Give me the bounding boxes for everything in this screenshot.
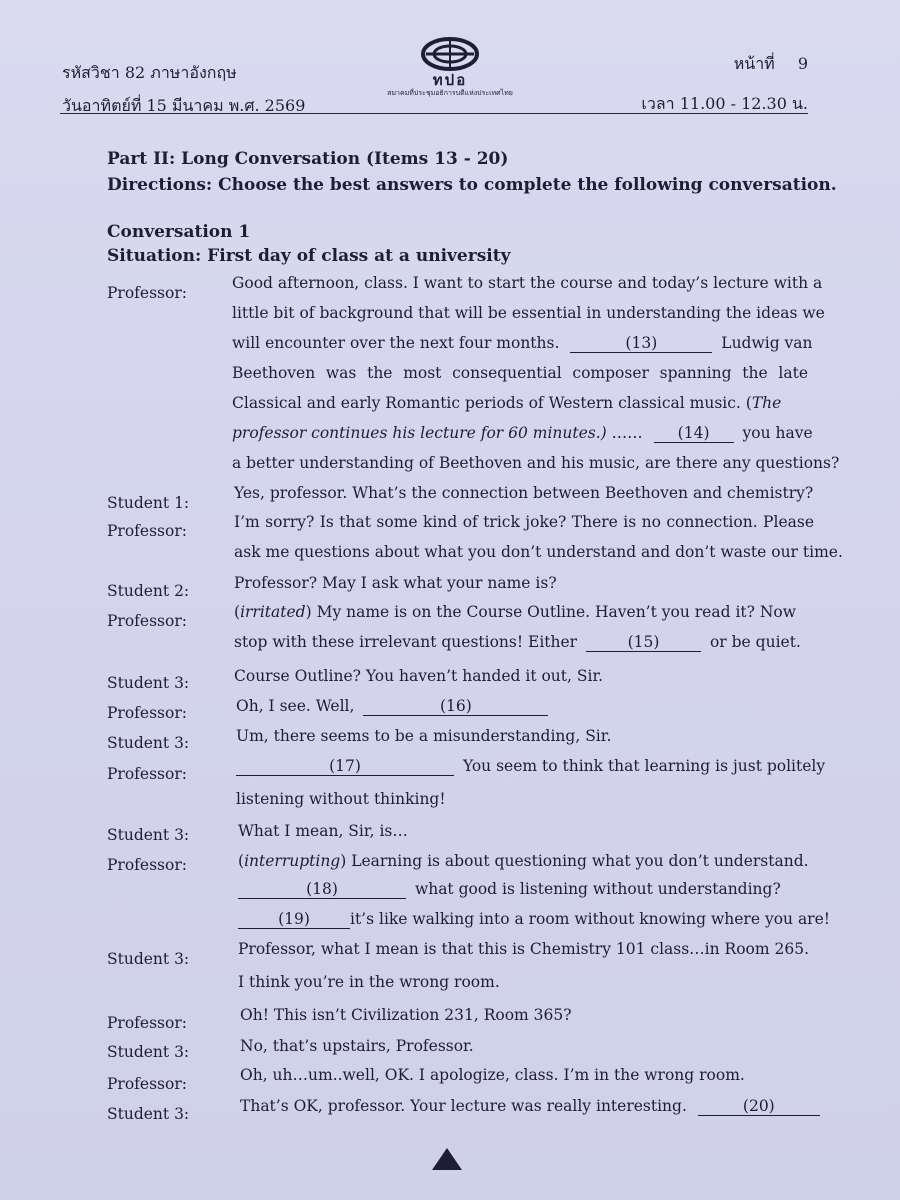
speaker-professor: Professor: (107, 856, 187, 874)
exam-date: วันอาทิตย์ที่ 15 มีนาคม พ.ศ. 2569 (62, 96, 306, 115)
speaker-professor: Professor: (107, 1014, 187, 1032)
part-directions: Directions: Choose the best answers to complete the following conversation. (107, 175, 837, 195)
dialogue-line: Yes, professor. What’s the connection between Beethoven and chemistry? (234, 484, 814, 502)
part-title: Part II: Long Conversation (Items 13 - 20) (107, 149, 509, 169)
blank-19: (19) (238, 911, 350, 929)
dialogue-line: a better understanding of Beethoven and his music, are there any questions? (232, 454, 840, 472)
line-text: Classical and early Romantic periods of Western classical music. ( (232, 394, 752, 412)
organization-logo (360, 36, 540, 98)
dialogue-line: ask me questions about what you don’t understand and don’t waste our time. (234, 543, 843, 561)
italic-text: interrupting (244, 852, 341, 870)
blank-17: (17) (236, 758, 454, 776)
page-number: 9 (797, 54, 808, 73)
speaker-student-3: Student 3: (107, 674, 190, 692)
line-text: Oh, I see. Well, (236, 697, 355, 715)
line-text: …… (611, 424, 643, 442)
speaker-professor: Professor: (107, 612, 187, 630)
blank-15: (15) (586, 634, 701, 652)
dialogue-line (234, 603, 796, 621)
dialogue-line (240, 1097, 820, 1116)
conversation-situation: Situation: First day of class at a university (107, 246, 511, 266)
line-text: will encounter over the next four months. (232, 334, 560, 352)
dialogue-line (238, 910, 830, 929)
logo-text: ทปอ (432, 71, 468, 89)
logo-emblem-icon (420, 36, 480, 72)
dialogue-line (238, 880, 781, 899)
page-label: หน้าที่ (733, 54, 775, 73)
dialogue-line: Professor, what I mean is that this is Chemistry 101 class…in Room 265. (238, 940, 810, 958)
line-text: ) My name is on the Course Outline. Haven’t you read it? Now (305, 603, 797, 621)
line-text: you have (742, 424, 813, 442)
header-divider (60, 113, 808, 114)
dialogue-line (232, 424, 813, 443)
dialogue-line: Beethoven was the most consequential composer spanning the late (232, 364, 808, 382)
italic-text: The (751, 394, 782, 412)
blank-16: (16) (363, 698, 548, 716)
blank-14: (14) (654, 425, 734, 443)
speaker-professor: Professor: (107, 522, 187, 540)
dialogue-line (238, 852, 809, 870)
line-text: it’s like walking into a room without knowing where you are! (350, 910, 830, 928)
exam-time: เวลา 11.00 - 12.30 น. (641, 94, 808, 113)
logo-subtitle: สมาคมที่ประชุมอธิการบดีแห่งประเทศไทย (387, 89, 513, 97)
dialogue-line (232, 334, 813, 353)
speaker-professor: Professor: (107, 1075, 187, 1093)
dialogue-line: Oh! This isn’t Civilization 231, Room 365? (240, 1006, 572, 1024)
speaker-student-1: Student 1: (107, 494, 190, 512)
dialogue-line: No, that’s upstairs, Professor. (240, 1037, 474, 1055)
italic-text: irritated (240, 603, 306, 621)
dialogue-line: Professor? May I ask what your name is? (234, 574, 557, 592)
line-text: stop with these irrelevant questions! Either (234, 633, 578, 651)
speaker-student-3: Student 3: (107, 1105, 190, 1123)
header-right (641, 44, 808, 124)
triangle-up-icon (432, 1148, 462, 1170)
speaker-student-3: Student 3: (107, 1043, 190, 1061)
line-text: Ludwig van (721, 334, 813, 352)
conversation-heading (107, 220, 510, 268)
blank-18: (18) (238, 881, 406, 899)
speaker-student-3: Student 3: (107, 734, 190, 752)
dialogue-line (234, 633, 801, 652)
speaker-student-3: Student 3: (107, 826, 190, 844)
line-text: ( (238, 852, 245, 870)
dialogue-line (232, 394, 781, 412)
blank-20: (20) (698, 1098, 820, 1116)
line-text: what good is listening without understanding? (414, 880, 781, 898)
line-text: ( (234, 603, 241, 621)
subject-code: รหัสวิชา 82 ภาษาอังกฤษ (62, 63, 237, 82)
dialogue-line: Good afternoon, class. I want to start the course and today’s lecture with a (232, 274, 823, 292)
dialogue-line: Oh, uh…um..well, OK. I apologize, class. I’m in the wrong room. (240, 1066, 745, 1084)
dialogue-line: listening without thinking! (236, 790, 446, 808)
speaker-professor: Professor: (107, 704, 187, 722)
dialogue-line: little bit of background that will be essential in understanding the ideas we (232, 304, 825, 322)
dialogue-line: Course Outline? You haven’t handed it out, Sir. (234, 667, 604, 685)
dialogue-line: I think you’re in the wrong room. (238, 973, 500, 991)
line-text: That’s OK, professor. Your lecture was really interesting. (240, 1097, 687, 1115)
speaker-professor: Professor: (107, 284, 187, 302)
line-text: or be quiet. (709, 633, 801, 651)
speaker-student-2: Student 2: (107, 582, 190, 600)
dialogue-line: I’m sorry? Is that some kind of trick joke? There is no connection. Please (234, 513, 814, 531)
dialogue-line (236, 757, 825, 776)
blank-13: (13) (570, 335, 712, 353)
page-indicator (641, 44, 808, 84)
line-text: ) Learning is about questioning what you don’t understand. (340, 852, 809, 870)
dialogue-line: Um, there seems to be a misunderstanding, Sir. (236, 727, 612, 745)
dialogue-line: What I mean, Sir, is… (238, 822, 408, 840)
line-text: You seem to think that learning is just politely (462, 757, 826, 775)
part-heading (107, 146, 837, 198)
italic-text: professor continues his lecture for 60 minutes.) (232, 424, 607, 442)
speaker-student-3: Student 3: (107, 950, 190, 968)
speaker-professor: Professor: (107, 765, 187, 783)
dialogue-line (236, 697, 548, 716)
conversation-title: Conversation 1 (107, 222, 251, 242)
